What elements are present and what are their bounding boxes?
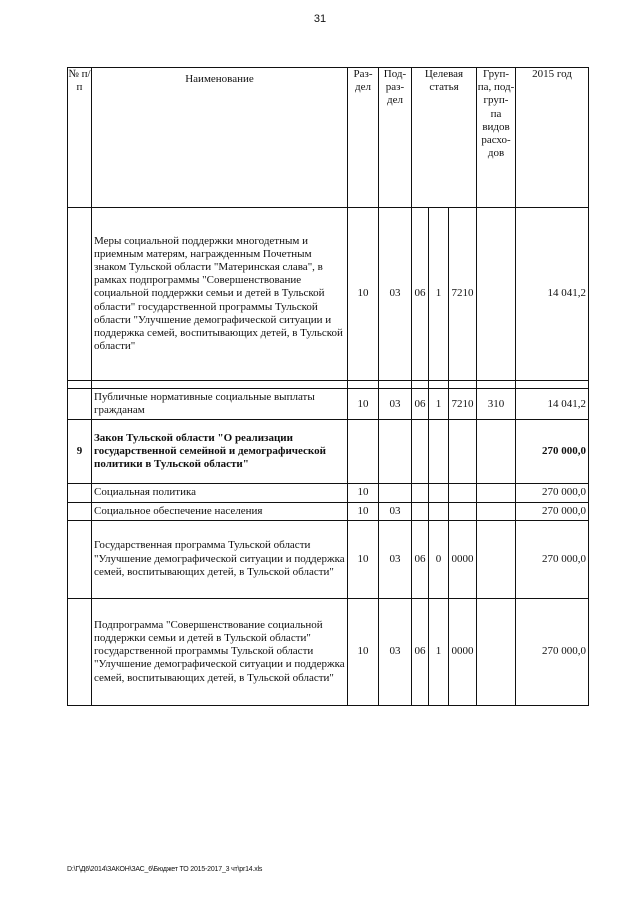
row-group bbox=[477, 520, 516, 598]
row-subsection: 03 bbox=[379, 208, 412, 381]
row-target-program: 06 bbox=[412, 598, 429, 705]
header-group: Груп- па, под- груп- па видов расхо- дов bbox=[477, 68, 516, 208]
row-target-direction bbox=[449, 502, 477, 520]
table-row bbox=[68, 389, 589, 420]
row-target-direction: 0000 bbox=[449, 520, 477, 598]
row-target-direction: 7210 bbox=[449, 208, 477, 381]
row-group bbox=[477, 598, 516, 705]
row-group bbox=[477, 208, 516, 381]
row-subsection: 03 bbox=[379, 520, 412, 598]
row-group bbox=[477, 420, 516, 484]
row-name: Закон Тульской области "О реализации государственной семейной и демографической политики в Тульской области" bbox=[92, 420, 348, 484]
row-section: 10 bbox=[348, 520, 379, 598]
row-name: Меры социальной поддержки многодетным и приемным матерям, награжденным Почетным знаком Тульской области "Материнская слава", в рамках подпрограммы "Совершенствование социальной поддержки семьи и детей в Тульской области" государственной программы Тульской области "Улучшение демографической ситуации и поддержка семей, воспитывающих детей, в Тульской области" bbox=[92, 208, 348, 381]
row-name: Подпрограмма "Совершенствование социальной поддержки семьи и детей в Тульской области" государственной программы Тульской области "Улучшение демографической ситуации и поддержка семей, воспитывающих детей, в Тульской области" bbox=[92, 598, 348, 705]
row-target-subprogram bbox=[429, 502, 449, 520]
row-target-program bbox=[412, 502, 429, 520]
row-amount: 14 041,2 bbox=[516, 208, 589, 381]
row-amount: 14 041,2 bbox=[516, 389, 589, 420]
table-row bbox=[68, 484, 589, 502]
row-amount: 270 000,0 bbox=[516, 598, 589, 705]
header-target: Целевая статья bbox=[412, 68, 477, 208]
row-section: 10 bbox=[348, 598, 379, 705]
row-name: Публичные нормативные социальные выплаты гражданам bbox=[92, 389, 348, 420]
row-name: Социальная политика bbox=[92, 484, 348, 502]
row-group bbox=[477, 484, 516, 502]
row-num bbox=[68, 502, 92, 520]
row-target-subprogram bbox=[429, 484, 449, 502]
table-row bbox=[68, 208, 589, 381]
row-target-program: 06 bbox=[412, 520, 429, 598]
row-num bbox=[68, 598, 92, 705]
spacer-row bbox=[68, 381, 589, 389]
row-subsection: 03 bbox=[379, 598, 412, 705]
row-target-subprogram: 1 bbox=[429, 598, 449, 705]
table-row bbox=[68, 598, 589, 705]
row-amount: 270 000,0 bbox=[516, 502, 589, 520]
row-num bbox=[68, 389, 92, 420]
row-amount: 270 000,0 bbox=[516, 520, 589, 598]
row-target-subprogram: 1 bbox=[429, 389, 449, 420]
row-num bbox=[68, 208, 92, 381]
row-section: 10 bbox=[348, 389, 379, 420]
row-target-direction bbox=[449, 484, 477, 502]
row-target-program bbox=[412, 420, 429, 484]
row-amount: 270 000,0 bbox=[516, 484, 589, 502]
row-target-program bbox=[412, 484, 429, 502]
row-target-program: 06 bbox=[412, 389, 429, 420]
row-subsection bbox=[379, 484, 412, 502]
row-target-direction bbox=[449, 420, 477, 484]
budget-table bbox=[67, 67, 589, 706]
row-section: 10 bbox=[348, 502, 379, 520]
row-section: 10 bbox=[348, 484, 379, 502]
table-row bbox=[68, 520, 589, 598]
header-section: Раз- дел bbox=[348, 68, 379, 208]
row-target-program: 06 bbox=[412, 208, 429, 381]
row-name: Социальное обеспечение населения bbox=[92, 502, 348, 520]
header-name: Наименование bbox=[92, 68, 348, 208]
row-num: 9 bbox=[68, 420, 92, 484]
file-path-footer: D:\Г\Д6\2014\ЗАКОН\ЗАС_6\Бюджет ТО 2015-2017_3 чт\pr14.xls bbox=[67, 866, 263, 873]
row-group bbox=[477, 502, 516, 520]
row-section: 10 bbox=[348, 208, 379, 381]
header-year: 2015 год bbox=[516, 68, 589, 208]
row-num bbox=[68, 520, 92, 598]
row-amount: 270 000,0 bbox=[516, 420, 589, 484]
row-target-direction: 0000 bbox=[449, 598, 477, 705]
row-target-subprogram: 1 bbox=[429, 208, 449, 381]
row-section bbox=[348, 420, 379, 484]
row-name: Государственная программа Тульской области "Улучшение демографической ситуации и поддержка семей, воспитывающих детей, в Тульской области" bbox=[92, 520, 348, 598]
row-group: 310 bbox=[477, 389, 516, 420]
row-target-subprogram: 0 bbox=[429, 520, 449, 598]
row-num bbox=[68, 484, 92, 502]
page-number: 31 bbox=[313, 13, 327, 25]
header-num: № п/п bbox=[68, 68, 92, 208]
table-row bbox=[68, 502, 589, 520]
row-subsection bbox=[379, 420, 412, 484]
row-subsection: 03 bbox=[379, 502, 412, 520]
row-target-direction: 7210 bbox=[449, 389, 477, 420]
header-subsection: Под- раз- дел bbox=[379, 68, 412, 208]
row-target-subprogram bbox=[429, 420, 449, 484]
row-subsection: 03 bbox=[379, 389, 412, 420]
table-row bbox=[68, 420, 589, 484]
header-row bbox=[68, 68, 589, 208]
